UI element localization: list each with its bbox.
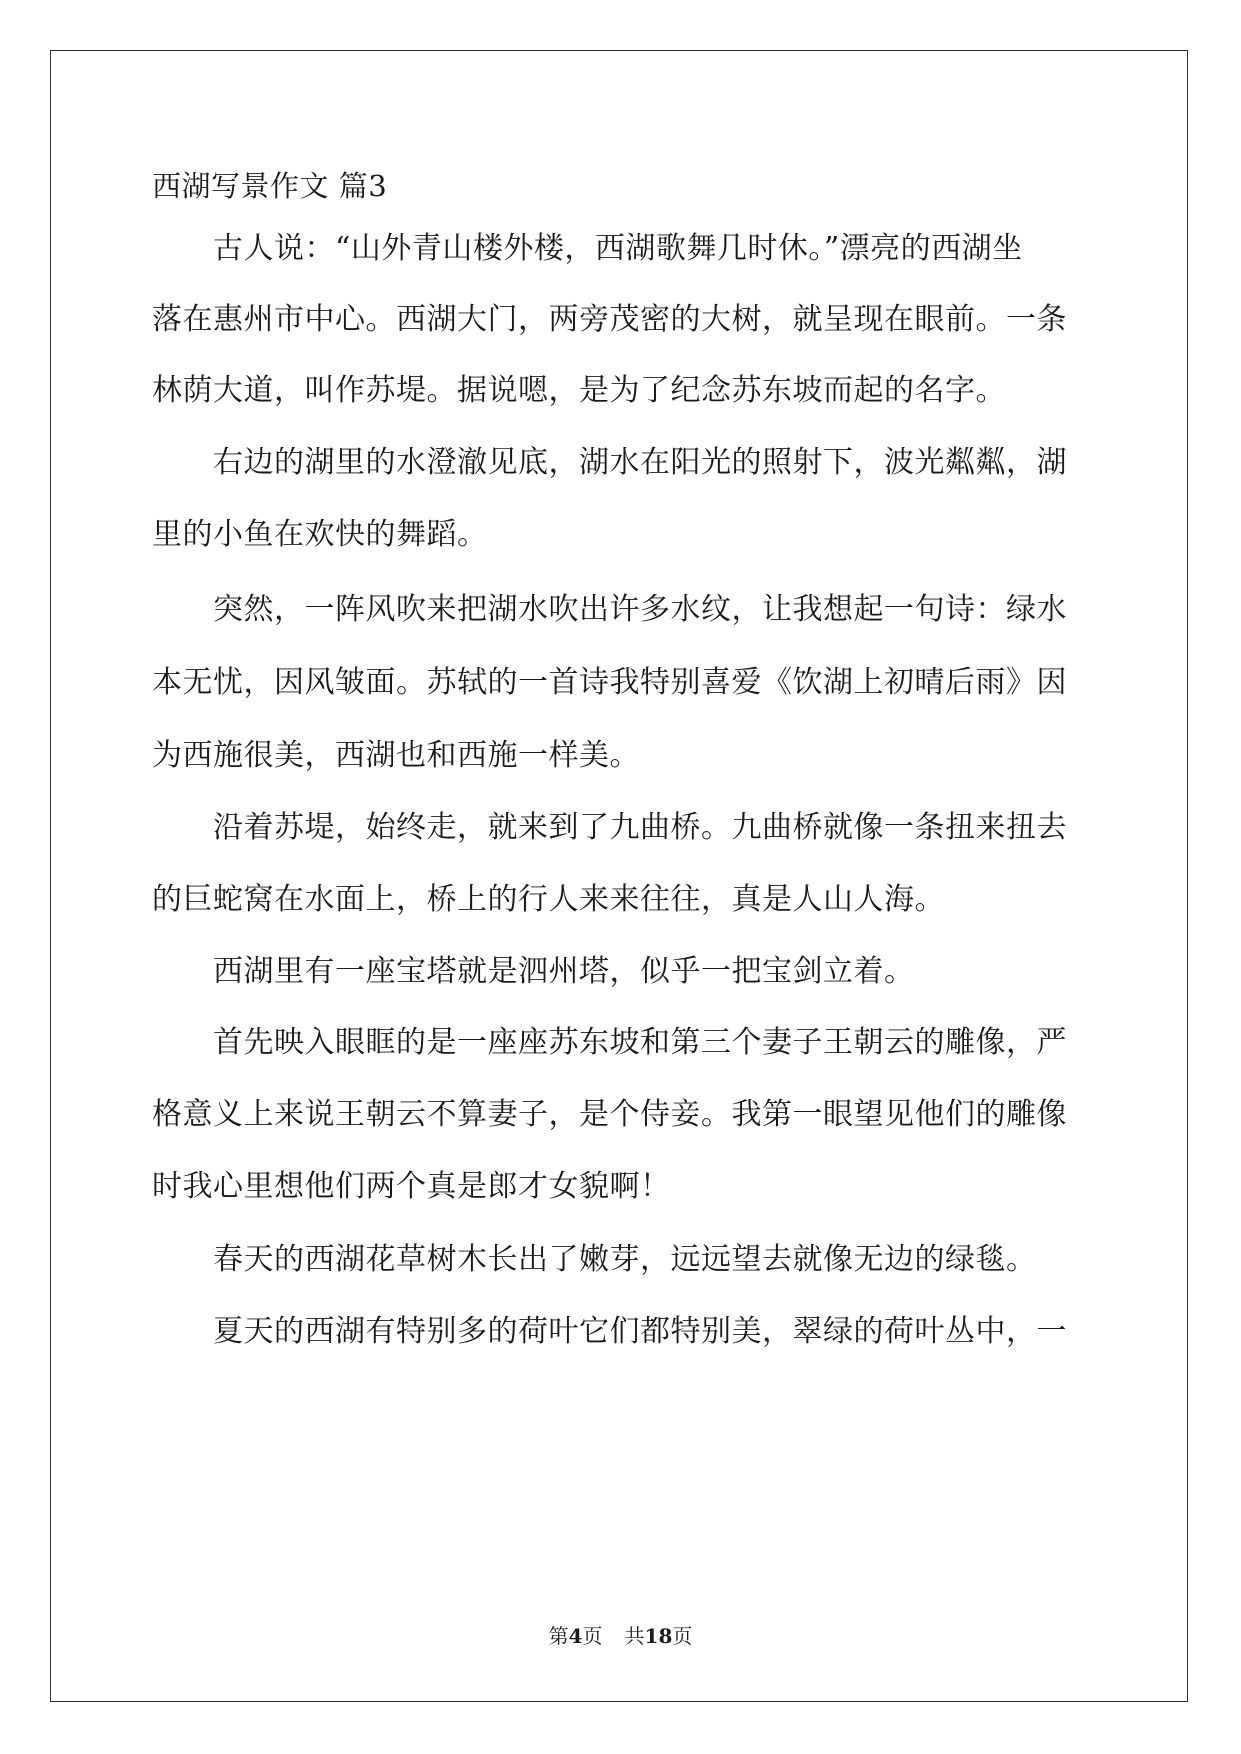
text-line: 林荫大道，叫作苏堤。据说嗯，是为了纪念苏东坡而起的名字。: [152, 373, 1006, 408]
text-line: 首先映入眼眶的是一座座苏东坡和第三个妻子王朝云的雕像，严: [152, 1025, 1067, 1060]
text-line: 落在惠州市中心。西湖大门，两旁茂密的大树，就呈现在眼前。一条: [152, 302, 1067, 337]
text-line: 为西施很美，西湖也和西施一样美。: [152, 738, 640, 773]
text-line: 突然，一阵风吹来把湖水吹出许多水纹，让我想起一句诗：绿水: [152, 592, 1067, 627]
text-line: 夏天的西湖有特别多的荷叶它们都特别美，翠绿的荷叶丛中，一: [152, 1314, 1067, 1349]
text-line: 时我心里想他们两个真是郎才女貌啊！: [152, 1169, 671, 1204]
text-line: 本无忧，因风皱面。苏轼的一首诗我特别喜爱《饮湖上初晴后雨》因: [152, 665, 1067, 700]
text-line: 里的小鱼在欢快的舞蹈。: [152, 517, 488, 552]
page-number: 4: [568, 1624, 583, 1648]
text-line: 格意义上来说王朝云不算妻子，是个侍妾。我第一眼望见他们的雕像: [152, 1097, 1067, 1132]
total-suffix: 页: [672, 1624, 693, 1648]
text-line: 的巨蛇窝在水面上，桥上的行人来来往往，真是人山人海。: [152, 882, 945, 917]
page-footer: [0, 1623, 1241, 1649]
text-line: 春天的西湖花草树木长出了嫩芽，远远望去就像无边的绿毯。: [152, 1242, 1037, 1277]
total-prefix: 共: [624, 1624, 645, 1648]
page-prefix: 第: [548, 1624, 569, 1648]
document-title: 西湖写景作文 篇3: [152, 169, 388, 203]
total-pages: 18: [644, 1624, 673, 1648]
text-line: 西湖里有一座宝塔就是泗州塔，似乎一把宝剑立着。: [152, 954, 915, 989]
text-line: 右边的湖里的水澄澈见底，湖水在阳光的照射下，波光粼粼，湖: [152, 445, 1067, 480]
text-line: 沿着苏堤，始终走，就来到了九曲桥。九曲桥就像一条扭来扭去: [152, 810, 1067, 845]
page-border: [50, 50, 1188, 1702]
text-line: 古人说：“山外青山楼外楼，西湖歌舞几时休。”漂亮的西湖坐: [152, 231, 1023, 266]
page-suffix: 页: [582, 1624, 603, 1648]
